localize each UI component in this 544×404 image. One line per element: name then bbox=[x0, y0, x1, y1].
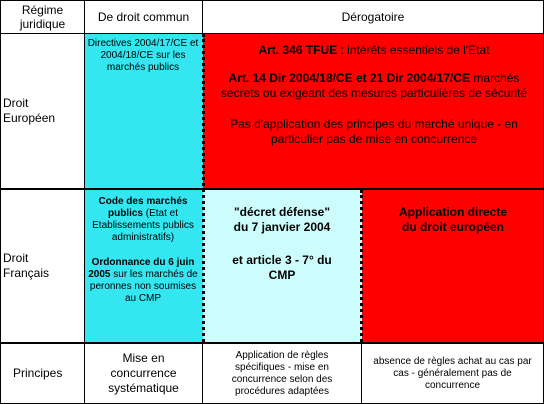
fr-ordonnance-bold: Ordonnance du 6 juin 2005 bbox=[88, 257, 195, 280]
principes-absence-cell bbox=[362, 344, 543, 403]
row-label-principes bbox=[1, 344, 84, 403]
dotted-separator-2 bbox=[360, 190, 363, 342]
fr-article-text: et article 3 - 7° du CMP bbox=[232, 253, 332, 282]
principes-regles-cell bbox=[203, 344, 361, 403]
header-regime-label: Régime juridique bbox=[19, 3, 66, 31]
fr-code-para bbox=[86, 196, 200, 244]
dotted-separator-1 bbox=[202, 34, 205, 342]
eu-pas-application-text: Pas d'application des principes du marché unique - en particulier pas de mise en concurrence bbox=[230, 117, 518, 146]
fr-application-cell bbox=[366, 205, 540, 335]
fr-decret-cell bbox=[206, 205, 358, 335]
principes-regles-text: Application de règles spécifiques - mise en concurrence selon des procédures adaptées bbox=[231, 349, 333, 397]
fr-application-text: Application directe du droit européen bbox=[398, 205, 508, 234]
principes-commun-text: Mise en concurrence systématique bbox=[108, 351, 179, 395]
principes-absence-text: absence de règles achat au cas par cas - généralement pas de concurrence bbox=[373, 355, 532, 391]
row-europeen-label: Droit Européen bbox=[3, 96, 56, 125]
principes-commun-cell bbox=[85, 344, 202, 403]
header-droit-commun bbox=[85, 1, 202, 33]
header-droit-commun-label: De droit commun bbox=[97, 10, 190, 24]
row-label-europeen bbox=[1, 34, 84, 188]
fr-decret-line2: du 7 janvier 2004 bbox=[233, 220, 331, 234]
eu-art14-rest: marchés secrets ou exigeant des mesures particulières de sécurité bbox=[220, 71, 528, 100]
fr-decret-line1: "décret défense" bbox=[233, 205, 331, 219]
eu-art14-para bbox=[208, 58, 540, 101]
eu-art14-bold: Art. 14 Dir 2004/18/CE et 21 Dir 2004/17/CE bbox=[228, 71, 471, 85]
eu-art346-para bbox=[208, 38, 540, 58]
eu-art346-rest: : intérêts essentiels de l'Etat bbox=[337, 43, 490, 57]
fr-code-rest: (Etat et Etablissements publics administratifs) bbox=[92, 208, 194, 243]
eu-directives-text: Directives 2004/17/CE et 2004/18/CE sur les marchés publics bbox=[87, 38, 199, 73]
row-label-francais bbox=[1, 190, 84, 342]
row-principes-label: Principes bbox=[13, 366, 63, 380]
fr-droit-commun-cell bbox=[86, 196, 200, 340]
eu-droit-commun-cell bbox=[86, 38, 200, 86]
fr-code-bold: Code des marchés publics bbox=[98, 196, 188, 219]
header-derogatoire bbox=[203, 1, 543, 33]
eu-art346-bold: Art. 346 TFUE bbox=[258, 43, 338, 57]
fr-ordonnance-para bbox=[86, 244, 200, 305]
header-regime bbox=[1, 1, 84, 33]
fr-ordonnance-rest: sur les marchés de peronnes non soumises au CMP bbox=[89, 269, 198, 304]
row-francais-label: Droit Français bbox=[3, 251, 50, 280]
eu-derogatoire-cell bbox=[208, 38, 540, 186]
header-derogatoire-label: Dérogatoire bbox=[341, 10, 405, 24]
eu-pas-application-para bbox=[208, 101, 540, 147]
